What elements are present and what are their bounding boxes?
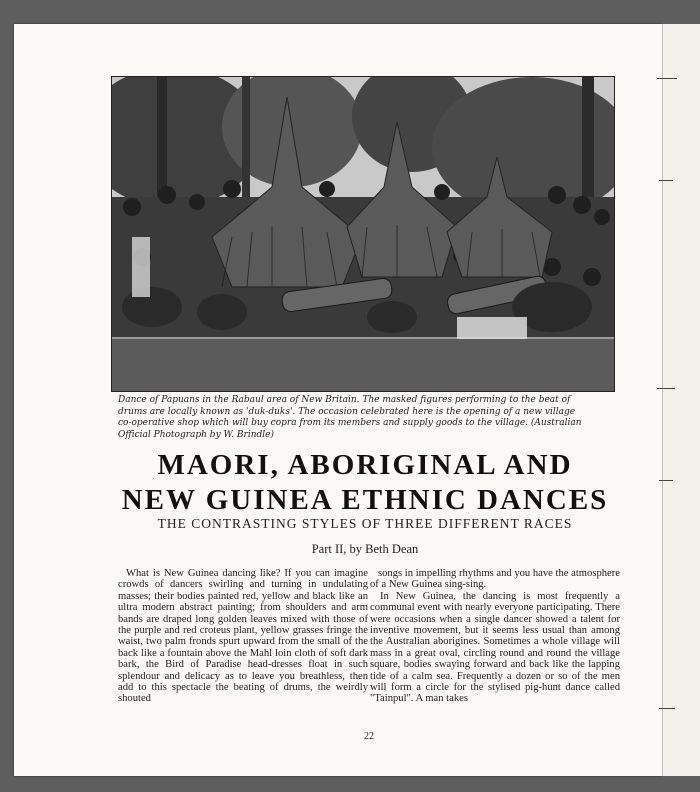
paragraph: In New Guinea, the dancing is most frequently a communal event with nearly everyone participating. There were occasions when a single dancer showed a talent for inventive movement, but it seems less usual than among the Australian aborigines. Sometimes a whole village will mass in a great oval, circling round and round the village square, bodies swaying forward and back like the lapping tide of a calm sea. Frequently a dozen or so of the men will form a circle for the stylised pig-hunt dance called "Tainpul". A man takes — [370, 590, 620, 705]
title-line-2: NEW GUINEA ETHNIC DANCES — [121, 484, 609, 516]
paragraph: What is New Guinea dancing like? If you can imagine crowds of dancers swirling and turning in undulating masses; their bodies painted red, yellow and black like an ultra modern abstract painting; from shoulders and arm bands are draped long golden leaves mixed with those of the purple and red croteus plant, yellow grasses fringe the waist, two palm fronds spurt upward from the small of the back like a fountain above the Mahl loin cloth of soft dark bark, the Bird of Paradise head-dresses float in such splendour and delicacy as to leave you breathless, then add to this spectacle the beating of drums, the weirdly shouted — [118, 568, 368, 705]
photo-caption: Dance of Papuans in the Rabaul area of New Britain. The masked figures performing to the beat of drums are locally known as 'duk-duks'. The occasion celebrated here is the opening of a new village co-operative shop which will buy copra from its members and supply goods to the village. (Australian Official Photograph by W. Brindle) — [118, 395, 582, 440]
photo-illustration — [112, 77, 614, 391]
adjacent-page-edge — [662, 24, 700, 776]
page-number: 22 — [364, 731, 374, 742]
article-byline: Part II, by Beth Dean — [311, 542, 419, 556]
dance-photograph — [111, 76, 615, 392]
text-column-2 — [370, 568, 620, 705]
paragraph: songs in impelling rhythms and you have the atmosphere of a New Guinea sing-sing. — [370, 568, 620, 591]
article-title — [90, 448, 640, 518]
article-subtitle: THE CONTRASTING STYLES OF THREE DIFFERENT RACES — [157, 516, 573, 531]
title-line-1: MAORI, ABORIGINAL AND — [157, 449, 573, 481]
text-column-1 — [118, 568, 368, 705]
